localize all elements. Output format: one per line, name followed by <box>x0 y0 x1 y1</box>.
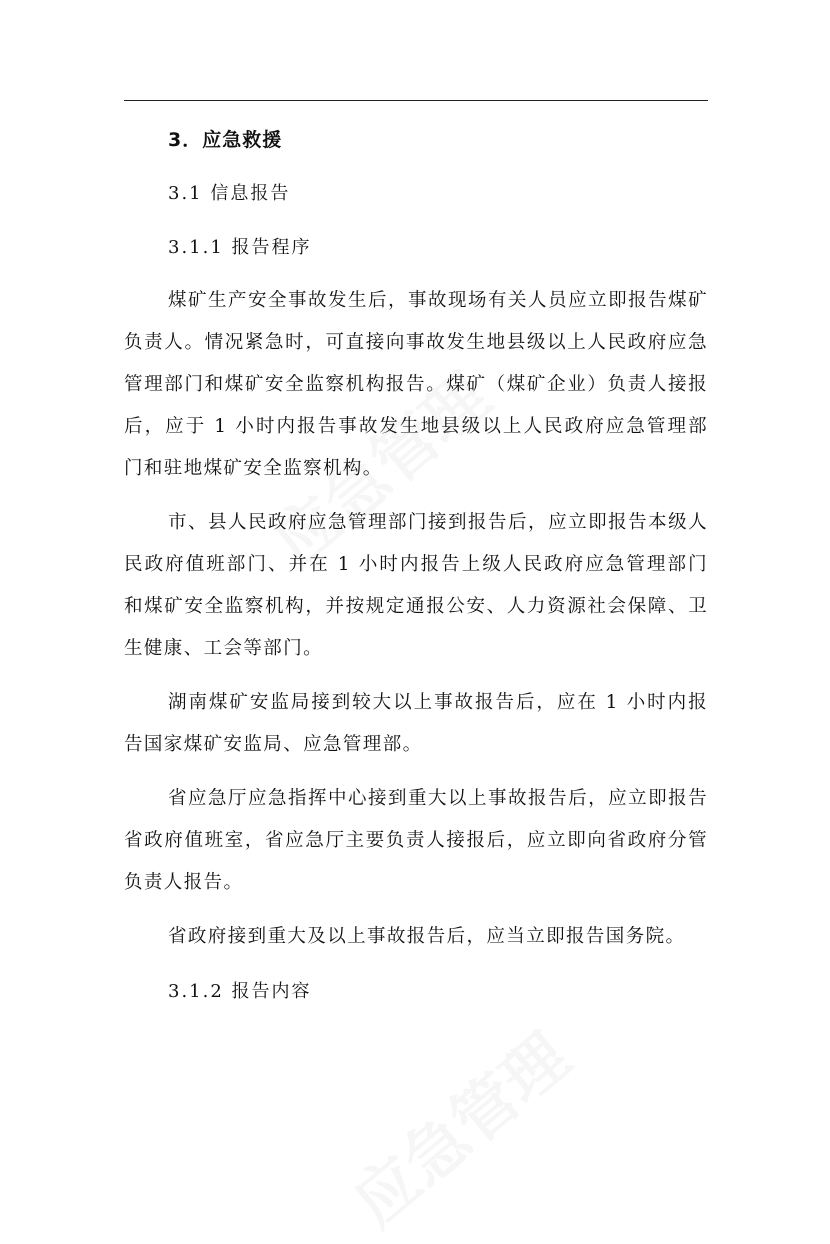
paragraph: 省应急厅应急指挥中心接到重大以上事故报告后，应立即报告省政府值班室，省应急厅主要负责人接报后，应立即向省政府分管负责人报告。 <box>124 788 708 893</box>
paragraph: 省政府接到重大及以上事故报告后，应当立即报告国务院。 <box>168 926 686 947</box>
document-body <box>124 118 708 1024</box>
paragraph: 市、县人民政府应急管理部门接到报告后，应立即报告本级人民政府值班部门、并在 1 小时内报告上级人民政府应急管理部门和煤矿安全监察机构，并按规定通报公安、人力资源社会保障、卫生健康、工会等部门。 <box>124 512 708 659</box>
paragraph: 湖南煤矿安监局接到较大以上事故报告后，应在 1 小时内报告国家煤矿安监局、应急管理部。 <box>124 692 708 755</box>
item-heading-report-content: 3.1.2 报告内容 <box>168 981 312 1002</box>
section-heading: 3．应急救援 <box>168 129 283 151</box>
item-heading-report-procedure: 3.1.1 报告程序 <box>168 237 312 258</box>
subsection-heading: 3.1 信息报告 <box>168 183 291 204</box>
header-rule <box>124 100 708 101</box>
watermark <box>330 1008 585 1243</box>
paragraph: 煤矿生产安全事故发生后，事故现场有关人员应立即报告煤矿负责人。情况紧急时，可直接向事故发生地县级以上人民政府应急管理部门和煤矿安全监察机构报告。煤矿（煤矿企业）负责人接报后，应于 1 小时内报告事故发生地县级以上人民政府应急管理部门和驻地煤矿安全监察机构。 <box>124 290 708 479</box>
